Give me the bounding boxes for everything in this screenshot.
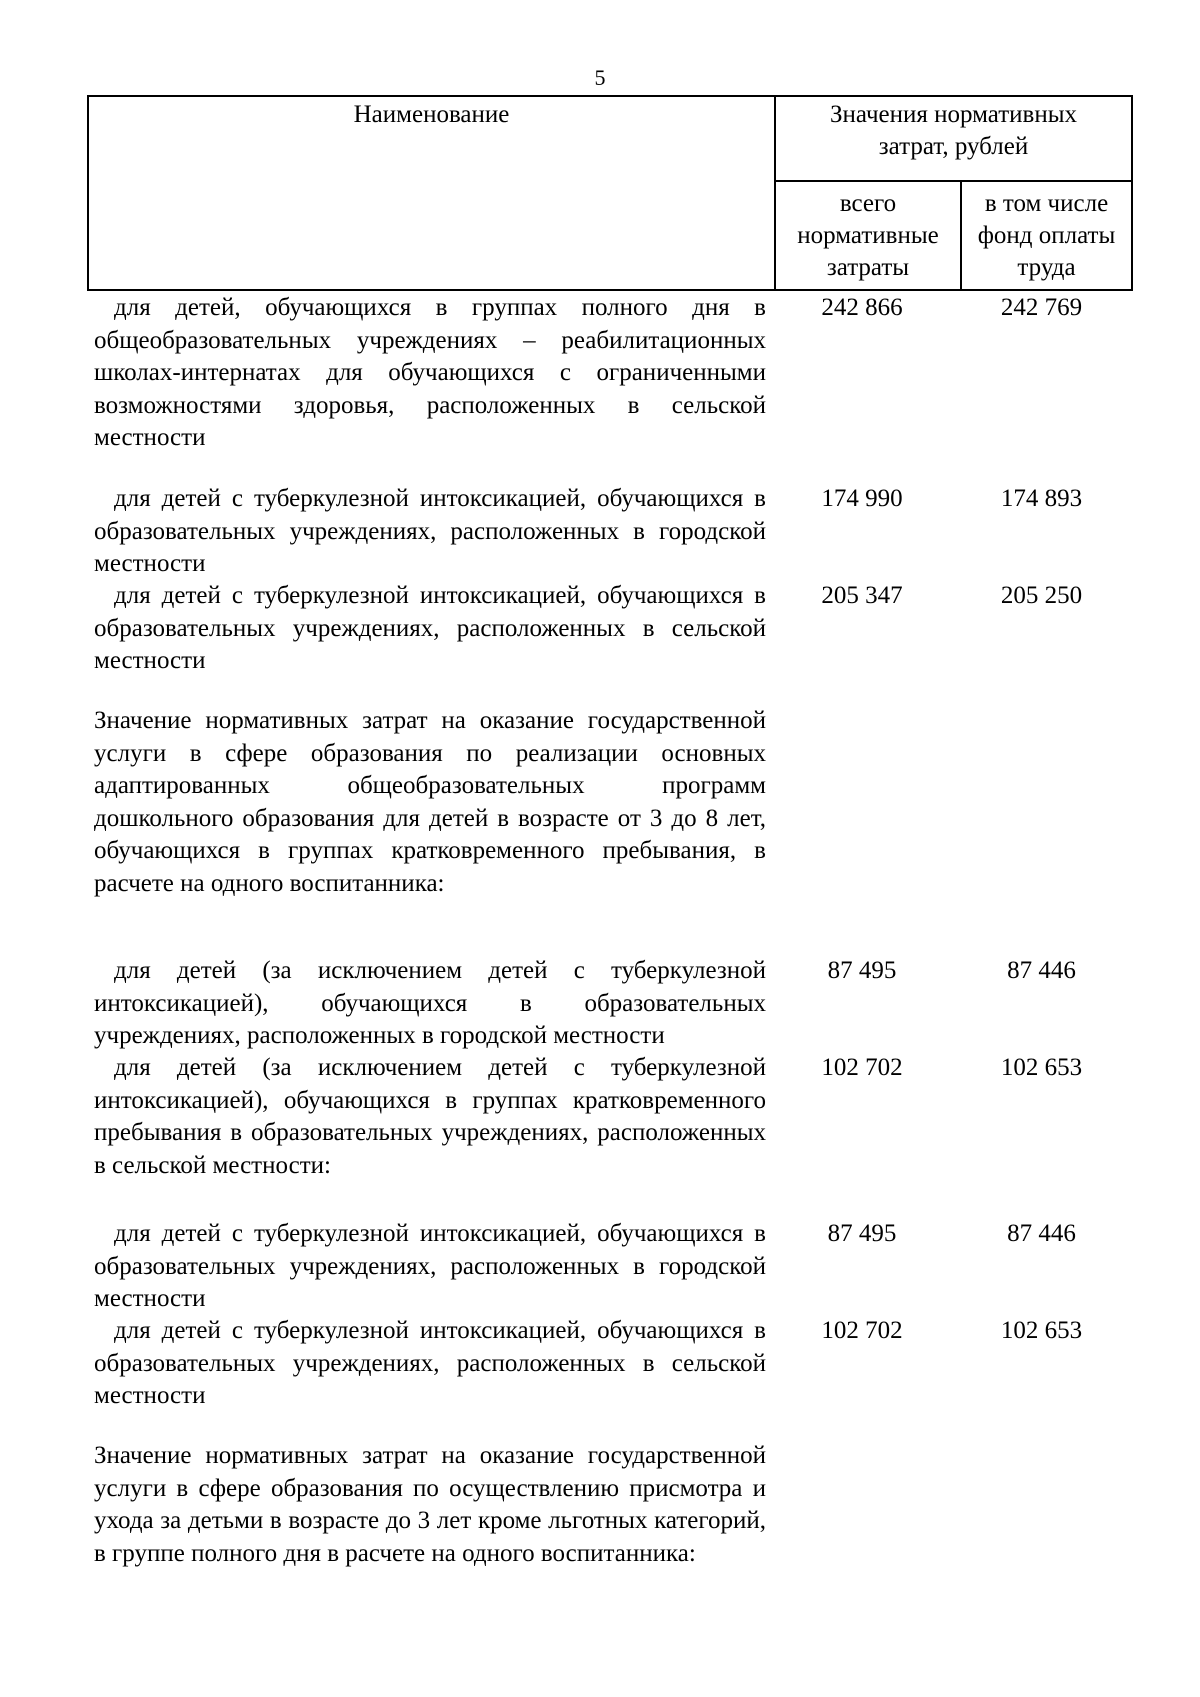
row-wage-value: 87 446: [1007, 1220, 1076, 1247]
row-total-value: 87 495: [827, 957, 897, 984]
header-name: Наименование: [353, 101, 510, 128]
row-total-value: 102 702: [821, 1054, 903, 1081]
header-wage-fund: в том числе фонд оплаты труда: [977, 190, 1116, 281]
row-description: для детей с туберкулезной интоксикацией, обучающихся в образовательных учреждениях, расположенных в городской местности: [94, 485, 766, 577]
row-description: для детей с туберкулезной интоксикацией, обучающихся в образовательных учреждениях, расположенных в городской местности: [94, 1220, 766, 1312]
row-wage-value: 102 653: [1000, 1054, 1083, 1081]
row-description: для детей (за исключением детей с туберкулезной интоксикацией), обучающихся в группах кратковременного пребывания в образовательных учреждениях, расположенных в сельской местности:: [94, 1054, 766, 1179]
row-total-value: 205 347: [821, 582, 903, 609]
row-total-value: 242 866: [821, 294, 903, 321]
row-description: для детей, обучающихся в группах полного дня в общеобразовательных учреждениях – реабилитационных школах-интернатах для обучающихся с ограниченными возможностями здоровья, расположенных в сельской местности: [94, 294, 766, 451]
row-wage-value: 174 893: [1000, 485, 1083, 512]
header-total: всего нормативные затраты: [797, 190, 939, 281]
row-total-value: 102 702: [821, 1317, 903, 1344]
header-values: Значения нормативных затрат, рублей: [829, 101, 1078, 160]
row-total-value: 174 990: [821, 485, 903, 512]
page-number: 5: [594, 65, 606, 90]
section-description: Значение нормативных затрат на оказание государственной услуги в сфере образования по осуществлению присмотра и ухода за детьми в возрасте до 3 лет кроме льготных категорий, в группе полного дня в расчете на одного воспитанника:: [94, 1442, 766, 1567]
row-description: для детей с туберкулезной интоксикацией, обучающихся в образовательных учреждениях, расположенных в сельской местности: [94, 582, 766, 674]
row-total-value: 87 495: [827, 1220, 897, 1247]
row-wage-value: 87 446: [1007, 957, 1076, 984]
row-description: для детей (за исключением детей с туберкулезной интоксикацией), обучающихся в образовательных учреждениях, расположенных в городской местности: [94, 957, 766, 1049]
row-wage-value: 242 769: [1000, 294, 1083, 321]
row-description: для детей с туберкулезной интоксикацией, обучающихся в образовательных учреждениях, расположенных в сельской местности: [94, 1317, 766, 1409]
row-wage-value: 205 250: [1000, 582, 1083, 609]
row-wage-value: 102 653: [1000, 1317, 1083, 1344]
section-description: Значение нормативных затрат на оказание государственной услуги в сфере образования по реализации основных адаптированных общеобразовательных программ дошкольного образования для детей в возрасте от 3 до 8 лет, обучающихся в группах кратковременного пребывания, в расчете на одного воспитанника:: [94, 707, 766, 897]
